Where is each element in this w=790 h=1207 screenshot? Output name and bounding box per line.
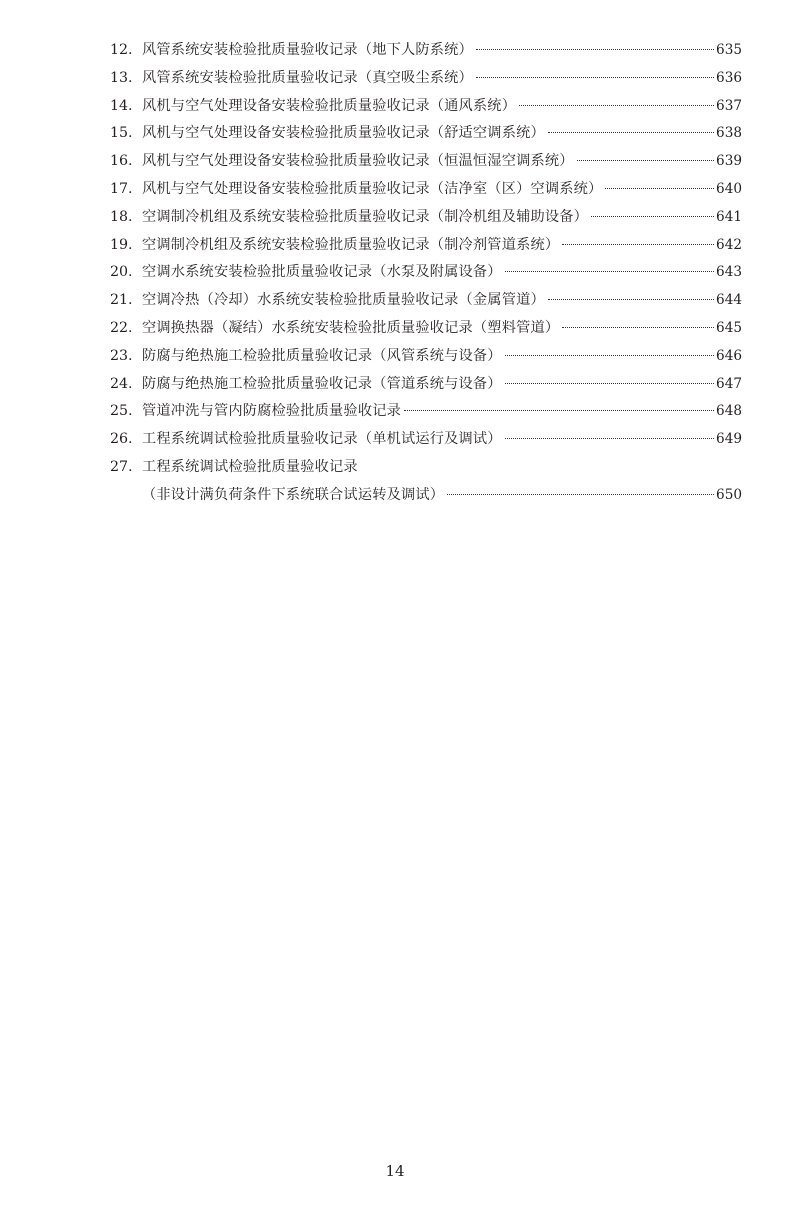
toc-entry-page: 641 <box>716 208 742 225</box>
table-of-contents <box>110 37 742 510</box>
toc-entry-number: 26. <box>110 431 133 448</box>
toc-entry-number: 27. <box>110 458 133 475</box>
toc-entry-number: 18. <box>110 208 133 225</box>
toc-leader-dots <box>404 410 714 411</box>
toc-leader-dots <box>505 438 714 439</box>
toc-leader-dots <box>519 105 714 106</box>
toc-entry-page: 648 <box>716 403 742 420</box>
toc-leader-dots <box>505 383 714 384</box>
toc-entry-title: 防腐与绝热施工检验批质量验收记录（管道系统与设备） <box>142 375 502 392</box>
toc-entry[interactable] <box>110 287 742 315</box>
toc-leader-dots <box>562 244 714 245</box>
toc-entry[interactable] <box>110 93 742 121</box>
toc-entry-title: 风机与空气处理设备安装检验批质量验收记录（通风系统） <box>142 97 517 114</box>
toc-entry[interactable] <box>110 120 742 148</box>
toc-entry-number: 20. <box>110 264 133 281</box>
toc-entry-page: 643 <box>716 264 742 281</box>
toc-entry-page: 650 <box>716 486 742 503</box>
toc-entry-number: 19. <box>110 236 133 253</box>
toc-entry-number: 22. <box>110 319 133 336</box>
toc-leader-dots <box>505 271 714 272</box>
toc-entry-number: 24. <box>110 375 133 392</box>
toc-entry-title: 空调制冷机组及系统安装检验批质量验收记录（制冷剂管道系统） <box>142 236 560 253</box>
toc-entry[interactable] <box>110 259 742 287</box>
toc-entry-number: 23. <box>110 347 133 364</box>
toc-entry-number: 13. <box>110 69 133 86</box>
toc-entry-page: 635 <box>716 42 742 58</box>
toc-entry-title: 管道冲洗与管内防腐检验批质量验收记录 <box>142 403 401 420</box>
page-number: 14 <box>385 1162 405 1180</box>
toc-leader-dots <box>562 327 714 328</box>
toc-leader-dots <box>548 132 714 133</box>
toc-leader-dots <box>447 494 714 495</box>
toc-entry-page: 636 <box>716 69 742 86</box>
toc-entry-number: 25. <box>110 403 133 420</box>
toc-entry-27[interactable] <box>110 454 742 482</box>
toc-entry-title: 风管系统安装检验批质量验收记录（真空吸尘系统） <box>142 69 473 86</box>
toc-entry-title: 空调水系统安装检验批质量验收记录（水泵及附属设备） <box>142 264 502 281</box>
toc-leader-dots <box>548 299 714 300</box>
toc-entry[interactable] <box>110 232 742 260</box>
toc-entry[interactable] <box>110 371 742 399</box>
toc-entry[interactable] <box>110 65 742 93</box>
toc-entry-title: 风机与空气处理设备安装检验批质量验收记录（洁净室（区）空调系统） <box>142 180 603 197</box>
toc-entry-title: 风机与空气处理设备安装检验批质量验收记录（舒适空调系统） <box>142 125 545 142</box>
toc-entry-title: 风管系统安装检验批质量验收记录（地下人防系统） <box>142 42 473 58</box>
toc-entry[interactable] <box>110 37 742 65</box>
toc-entry-number: 15. <box>110 125 133 142</box>
toc-entry-number: 16. <box>110 153 133 170</box>
toc-entry-title: 工程系统调试检验批质量验收记录（单机试运行及调试） <box>142 431 502 448</box>
toc-entry[interactable] <box>110 148 742 176</box>
toc-entry[interactable] <box>110 176 742 204</box>
toc-leader-dots <box>476 49 714 50</box>
toc-entry-title: 工程系统调试检验批质量验收记录 <box>142 458 358 475</box>
toc-entry-27-continuation[interactable] <box>110 482 742 510</box>
toc-entry[interactable] <box>110 398 742 426</box>
toc-entry-title: 空调冷热（冷却）水系统安装检验批质量验收记录（金属管道） <box>142 292 545 309</box>
toc-entry-page: 645 <box>716 319 742 336</box>
toc-entry-number: 17. <box>110 180 133 197</box>
toc-entry[interactable] <box>110 426 742 454</box>
toc-entry-page: 649 <box>716 431 742 448</box>
toc-entry-title: 防腐与绝热施工检验批质量验收记录（风管系统与设备） <box>142 347 502 364</box>
toc-leader-dots <box>505 355 714 356</box>
toc-entry-number: 14. <box>110 97 133 114</box>
toc-entry-page: 640 <box>716 180 742 197</box>
toc-entry-page: 647 <box>716 375 742 392</box>
toc-entry-number: 21. <box>110 292 133 309</box>
toc-entry-page: 637 <box>716 97 742 114</box>
toc-entry-page: 644 <box>716 292 742 309</box>
toc-entry-title: 风机与空气处理设备安装检验批质量验收记录（恒温恒湿空调系统） <box>142 153 574 170</box>
toc-entry-page: 646 <box>716 347 742 364</box>
toc-leader-dots <box>476 77 714 78</box>
toc-leader-dots <box>577 160 714 161</box>
toc-entry-title-continued: （非设计满负荷条件下系统联合试运转及调试） <box>142 486 445 503</box>
toc-entry[interactable] <box>110 204 742 232</box>
toc-leader-dots <box>605 188 714 189</box>
toc-entry[interactable] <box>110 343 742 371</box>
toc-leader-dots <box>591 216 714 217</box>
toc-entry-page: 638 <box>716 125 742 142</box>
toc-entry[interactable] <box>110 315 742 343</box>
toc-entry-page: 642 <box>716 236 742 253</box>
toc-entry-page: 639 <box>716 153 742 170</box>
toc-entry-number: 12. <box>110 42 133 58</box>
toc-entry-title: 空调换热器（凝结）水系统安装检验批质量验收记录（塑料管道） <box>142 319 560 336</box>
toc-entry-title: 空调制冷机组及系统安装检验批质量验收记录（制冷机组及辅助设备） <box>142 208 589 225</box>
